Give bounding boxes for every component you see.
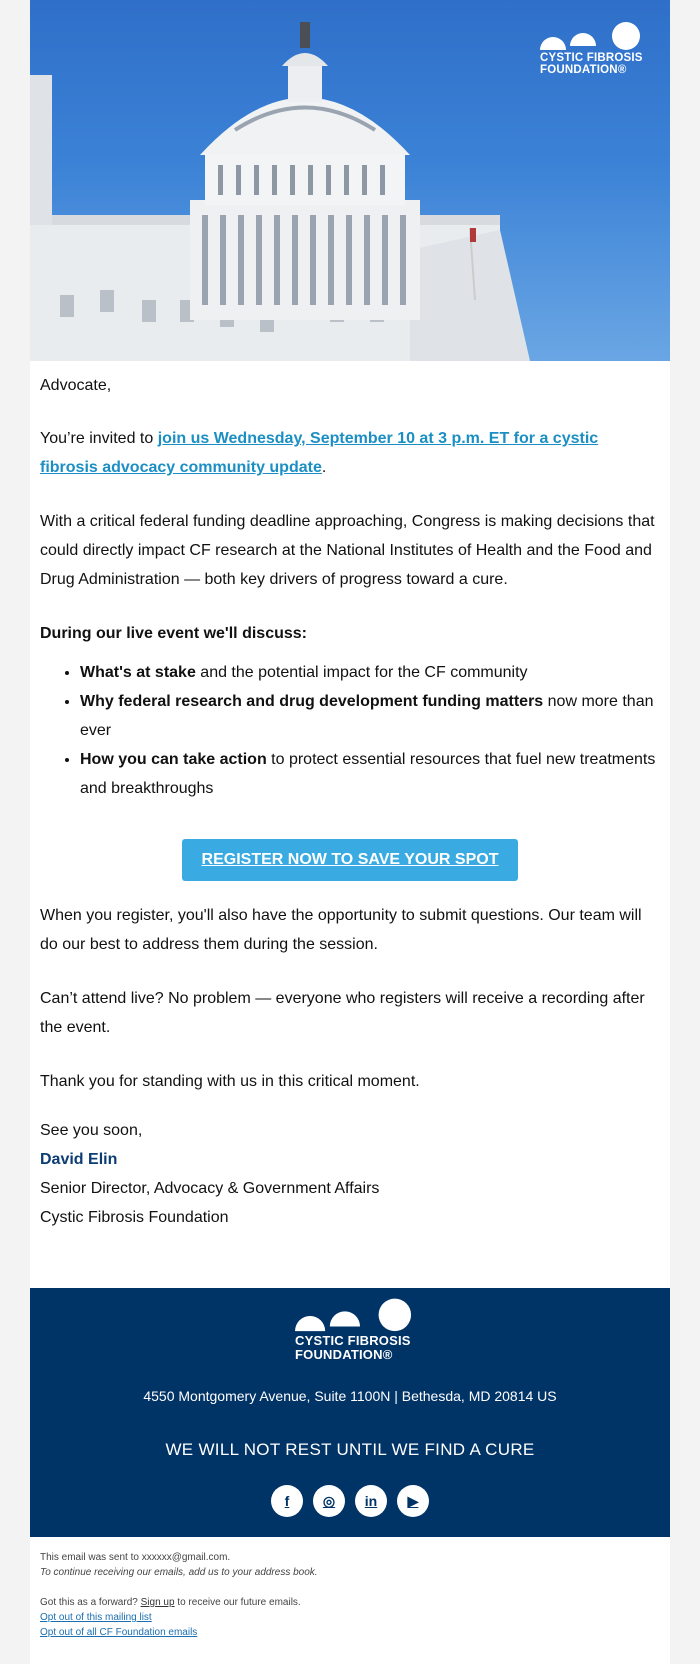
invite-paragraph: You’re invited to join us Wednesday, September 10 at 3 p.m. ET for a cystic fibrosis advocacy community update.	[40, 430, 599, 476]
address-book-text: To continue receiving our emails, add us to your address book.	[40, 1567, 318, 1578]
forward-text: Got this as a forward? Sign up to receive our future emails.	[40, 1597, 301, 1608]
legal-footer	[30, 1537, 670, 1653]
linkedin-icon[interactable]: in	[355, 1485, 387, 1517]
email-body	[30, 361, 670, 1232]
questions-paragraph: When you register, you'll also have the opportunity to submit questions. Our team will do our best to address them during the session.	[40, 907, 642, 953]
salutation: Advocate,	[40, 377, 112, 394]
facebook-icon[interactable]: f	[271, 1485, 303, 1517]
optout-list-link[interactable]: Opt out of this mailing list	[40, 1612, 152, 1623]
register-button[interactable]: REGISTER NOW TO SAVE YOUR SPOT	[182, 839, 518, 881]
youtube-icon[interactable]: ▶	[397, 1485, 429, 1517]
signup-link[interactable]: Sign up	[140, 1597, 175, 1608]
footer-address: 4550 Montgomery Avenue, Suite 1100N | Bethesda, MD 20814 US	[143, 1388, 557, 1404]
recording-paragraph: Can’t attend live? No problem — everyone who registers will receive a recording after the event.	[40, 990, 645, 1036]
footer	[30, 1288, 670, 1537]
email-container	[30, 0, 670, 1664]
signoff: See you soon,	[40, 1122, 143, 1139]
logo-wordmark: CYSTIC FIBROSIS FOUNDATION®	[295, 1333, 411, 1362]
instagram-icon[interactable]: ◎	[313, 1485, 345, 1517]
list-item: • What's at stake and the potential impact for the CF community	[80, 658, 660, 687]
discuss-heading: During our live event we'll discuss:	[40, 625, 307, 642]
optout-all-link[interactable]: Opt out of all CF Foundation emails	[40, 1627, 198, 1638]
footer-tagline: WE WILL NOT REST UNTIL WE FIND A CURE	[165, 1440, 535, 1459]
footer-logo	[295, 1298, 425, 1366]
hero-logo	[540, 22, 652, 82]
social-links	[30, 1485, 670, 1517]
cta-container	[40, 839, 660, 881]
signer-title: Senior Director, Advocacy & Government Affairs	[40, 1180, 380, 1197]
signer-org: Cystic Fibrosis Foundation	[40, 1209, 229, 1226]
hero-image	[30, 0, 670, 361]
funding-paragraph: With a critical federal funding deadline approaching, Congress is making decisions that could directly impact CF research at the National Institutes of Health and the Food and Drug Administration — both key drivers of progress toward a cure.	[40, 513, 655, 588]
list-item: • How you can take action to protect essential resources that fuel new treatments and breakthroughs	[80, 745, 660, 803]
thanks-paragraph: Thank you for standing with us in this critical moment.	[40, 1073, 420, 1090]
list-item: • Why federal research and drug development funding matters now more than ever	[80, 687, 660, 745]
logo-mark-icon	[295, 1298, 425, 1334]
invite-link[interactable]: join us Wednesday, September 10 at 3 p.m. ET for a cystic fibrosis advocacy community update	[40, 430, 599, 476]
logo-wordmark: CYSTIC FIBROSIS FOUNDATION®	[540, 52, 643, 76]
signer-name: David Elin	[40, 1151, 118, 1168]
sent-to-text: This email was sent to xxxxxx@gmail.com.	[40, 1552, 231, 1563]
topics-list	[80, 658, 660, 803]
logo-mark-icon	[540, 22, 652, 52]
signature-block	[40, 1116, 660, 1232]
